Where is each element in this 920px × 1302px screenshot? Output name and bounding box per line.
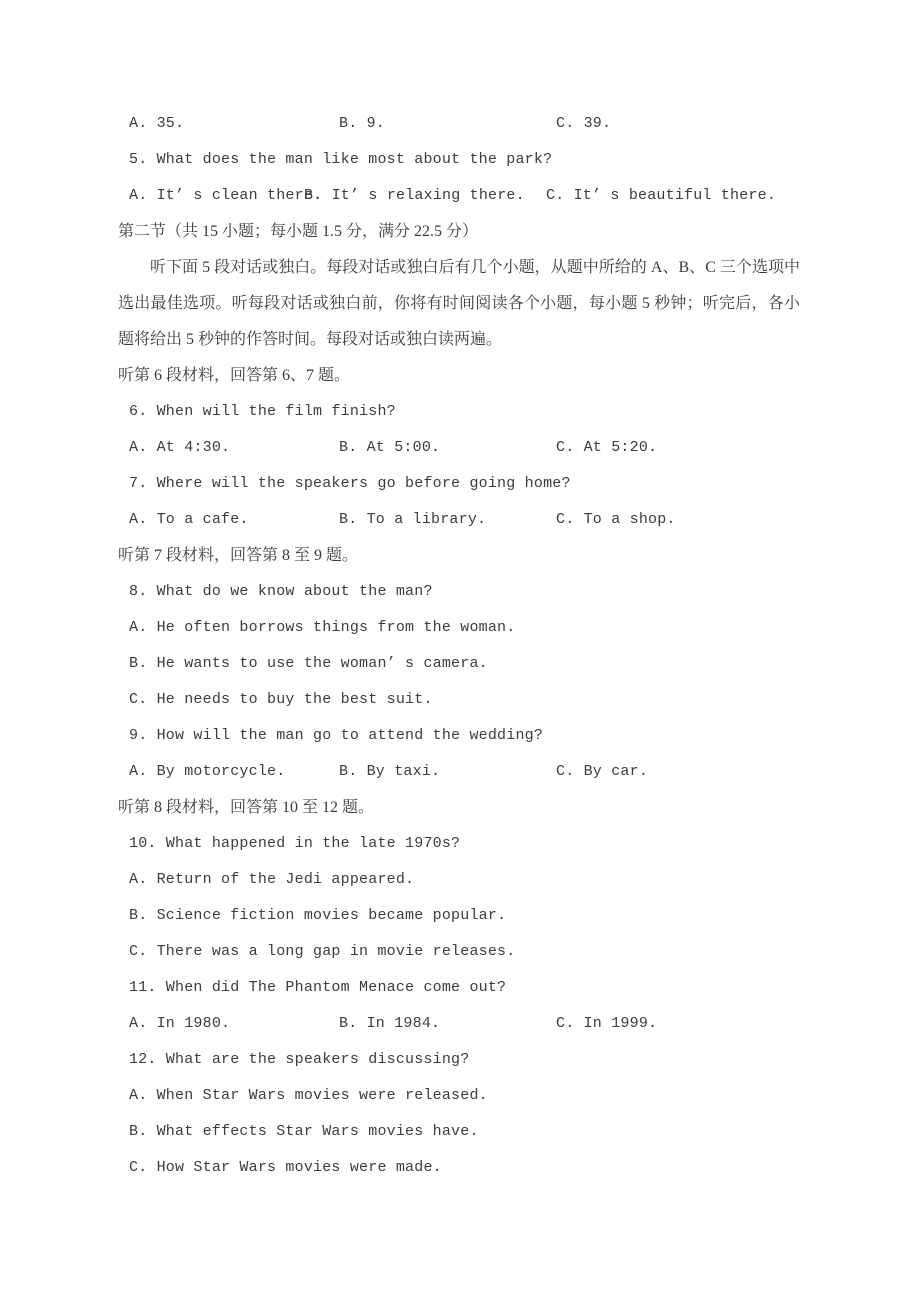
option-a[interactable]: A. By motorcycle. (129, 763, 286, 780)
passage-7-cue: 听第 7 段材料，回答第 8 至 9 题。 (118, 547, 359, 564)
option-a[interactable]: A. It’ s clean there. (129, 187, 323, 204)
option-b[interactable]: B. At 5:00. (339, 439, 441, 456)
option-c[interactable]: C. To a shop. (556, 511, 676, 528)
question-8-option-a[interactable]: A. He often borrows things from the woman. (129, 619, 516, 636)
question-10-option-b[interactable]: B. Science fiction movies became popular. (129, 907, 507, 924)
section-two-instructions: 听下面 5 段对话或独白。每段对话或独白后有几个小题，从题中所给的 A、B、C 三个选项中选出最佳选项。听每段对话或独白前，你将有时间阅读各个小题，每小题 5 秒钟；听完后，各小题将给出 5 秒钟的作答时间。每段对话或独白读两遍。 (118, 259, 800, 348)
question-12-option-c[interactable]: C. How Star Wars movies were made. (129, 1159, 442, 1176)
question-4-options (118, 106, 800, 142)
option-b[interactable]: B. It’ s relaxing there. (304, 187, 525, 204)
option-c[interactable]: C. 39. (556, 115, 612, 132)
option-a[interactable]: A. To a cafe. (129, 511, 249, 528)
question-12-option-a[interactable]: A. When Star Wars movies were released. (129, 1087, 488, 1104)
option-c[interactable]: C. In 1999. (556, 1015, 658, 1032)
option-b[interactable]: B. By taxi. (339, 763, 441, 780)
option-a[interactable]: A. In 1980. (129, 1015, 231, 1032)
passage-8-cue: 听第 8 段材料，回答第 10 至 12 题。 (118, 799, 375, 816)
question-8-option-b[interactable]: B. He wants to use the woman’ s camera. (129, 655, 488, 672)
question-7-stem: 7. Where will the speakers go before going home? (129, 475, 571, 492)
question-9-options (118, 754, 800, 790)
option-a[interactable]: A. 35. (129, 115, 185, 132)
question-6-options (118, 430, 800, 466)
option-b[interactable]: B. To a library. (339, 511, 487, 528)
exam-content (118, 106, 800, 1186)
option-c[interactable]: C. At 5:20. (556, 439, 658, 456)
option-c[interactable]: C. By car. (556, 763, 649, 780)
question-12-stem: 12. What are the speakers discussing? (129, 1051, 470, 1068)
question-5-stem: 5. What does the man like most about the park? (129, 151, 553, 168)
question-10-option-c[interactable]: C. There was a long gap in movie releases. (129, 943, 516, 960)
option-a[interactable]: A. At 4:30. (129, 439, 231, 456)
question-6-stem: 6. When will the film finish? (129, 403, 396, 420)
question-9-stem: 9. How will the man go to attend the wedding? (129, 727, 544, 744)
section-two-heading: 第二节（共 15 小题；每小题 1.5 分，满分 22.5 分） (118, 223, 479, 240)
question-8-stem: 8. What do we know about the man? (129, 583, 433, 600)
question-8-option-c[interactable]: C. He needs to buy the best suit. (129, 691, 433, 708)
question-12-option-b[interactable]: B. What effects Star Wars movies have. (129, 1123, 479, 1140)
passage-6-cue: 听第 6 段材料，回答第 6、7 题。 (118, 367, 351, 384)
question-10-stem: 10. What happened in the late 1970s? (129, 835, 461, 852)
option-b[interactable]: B. 9. (339, 115, 386, 132)
question-11-options (118, 1006, 800, 1042)
question-5-options (118, 178, 800, 214)
question-7-options (118, 502, 800, 538)
question-10-option-a[interactable]: A. Return of the Jedi appeared. (129, 871, 415, 888)
option-c[interactable]: C. It’ s beautiful there. (546, 187, 777, 204)
option-b[interactable]: B. In 1984. (339, 1015, 441, 1032)
question-11-stem: 11. When did The Phantom Menace come out? (129, 979, 507, 996)
